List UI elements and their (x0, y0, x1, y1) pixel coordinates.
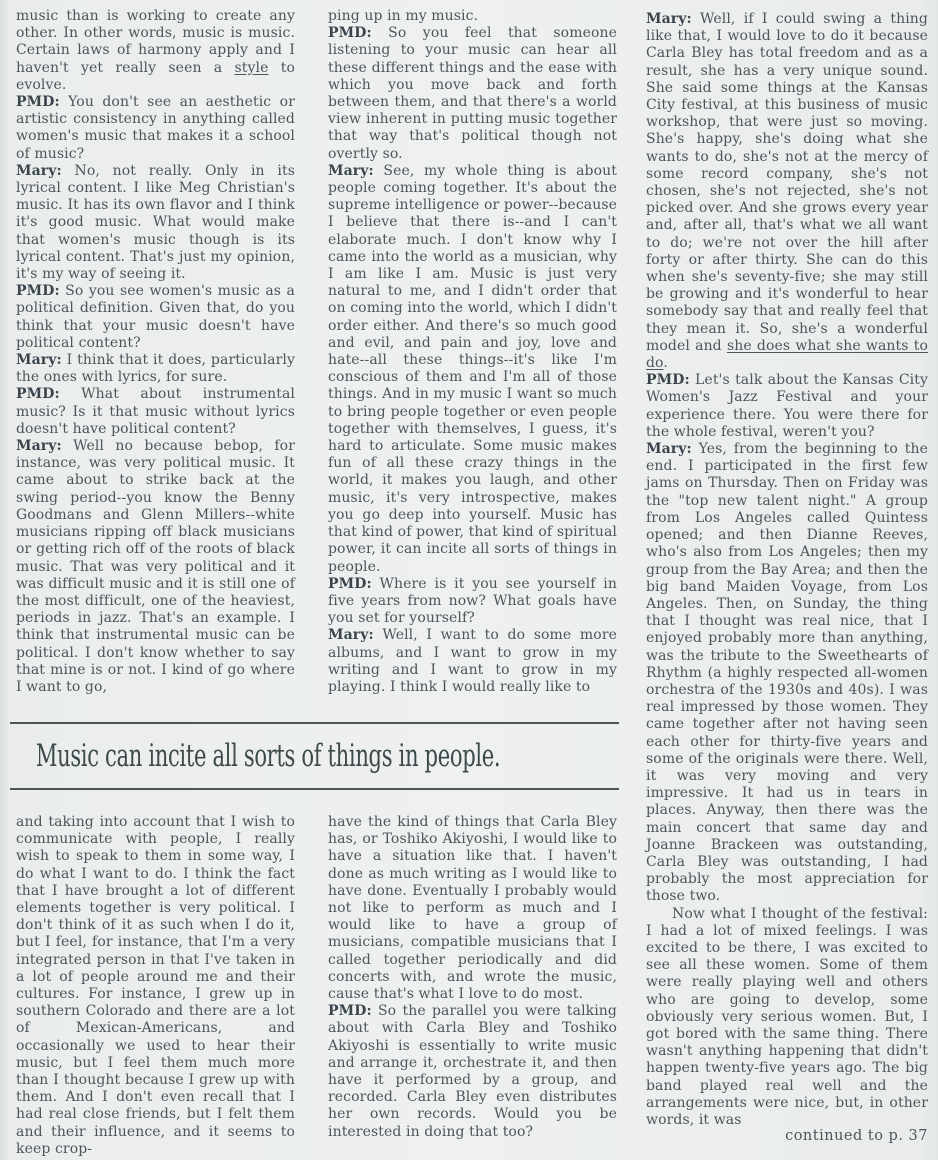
pull-quote-band (10, 722, 619, 790)
body-text: Let's talk about the Kansas City Women's Jazz Festival and your experience there. You were there for the whole festival, weren't you? (646, 372, 928, 440)
column-2-top-text (328, 8, 617, 714)
body-text: No, not really. Only in its lyrical content. I like Meg Christian's music. It has its own flavor and I think it's good music. What would make that women's music though is its lyrical content. That's just my opinion, it's my way of seeing it. (16, 162, 295, 283)
body-text: to evolve. (16, 59, 296, 93)
paragraph (646, 11, 928, 372)
body-text: and taking into account that I wish to communicate with people, I really wish to speak to them in some way, I do what I want to do. I think the fact that I have brought a lot of different elements together is very political. I don't think of it as such when I do it, but I feel, for instance, that I'm a very integrated person in that I've taken in a lot of people around me and their cultures. For instance, I grew up in southern Colorado and there are a lot of Mexican-Americans, and occasionally we used to hear their music, but I feel them much more than I thought because I grew up with them. And I don't even recall that I had real close friends, but I felt them and their influence, and it seems to keep crop- (16, 814, 295, 1157)
body-text: Where is it you see yourself in five years from now? What goals have you set for yourself? (328, 575, 617, 627)
speaker-label: Mary: (16, 162, 62, 179)
paragraph (646, 906, 928, 1130)
body-text: What about instrumental music? Is it that music without lyrics doesn't have political content? (16, 386, 295, 437)
body-text: So the parallel you were talking about with Carla Bley and Toshiko Akiyoshi is essentially to write music and arrange it, orchestrate it, and then have it performed by a group, and recorded. Carla Bley even distributes her own records. Would you be interested in doing that too? (328, 1003, 617, 1140)
body-text: Well, if I could swing a thing like that, I would love to do it because Carla Bley has total freedom and as a result, she has a very unique sound. She said some things at the Kansas City festival, at this business of music workshop, that were just so moving. She's happy, she's doing what she wants to do, she's not at the mercy of some record company, she's not chosen, she's not rejected, she's not picked over. And she grows every year and, after all, that's what we all want to do; we're not over the hill after forty or after thirty. She can do this when she's seventy-five; she may still be growing and it's wonderful to hear somebody say that and really feel that they mean it. So, she's a wonderful model and (646, 11, 928, 354)
speaker-label: PMD: (16, 94, 60, 111)
pull-quote-text: Music can incite all sorts of things in people. (35, 738, 501, 774)
column-1-top-text (16, 8, 295, 714)
paragraph (328, 814, 617, 1003)
speaker-label: PMD: (16, 386, 60, 403)
body-text: I think that it does, particularly the ones with lyrics, for sure. (16, 352, 295, 386)
body-text: music than is working to create any other. In other words, music is music. Certain laws of harmony apply and I haven't yet really seen a (16, 8, 295, 76)
body-text: So you see women's music as a political definition. Given that, do you think that your music doesn't have political content? (16, 283, 295, 351)
column-3-text (646, 11, 928, 1128)
paragraph (328, 627, 617, 696)
speaker-label: Mary: (646, 441, 692, 458)
body-text: . (663, 355, 668, 372)
paragraph (328, 25, 617, 163)
paragraph (16, 386, 295, 438)
underlined-text: style (234, 59, 269, 76)
body-text: ping up in my music. (328, 8, 479, 24)
body-text: Well, I want to do some more albums, and I want to grow in my writing and I want to grow in my playing. I think I would really like to (328, 627, 617, 695)
continued-to-page-note: continued to p. 37 (785, 1128, 928, 1144)
speaker-label: PMD: (328, 575, 372, 592)
paragraph (16, 94, 295, 163)
paragraph (16, 352, 295, 386)
paragraph (16, 283, 295, 352)
speaker-label: Mary: (328, 162, 374, 179)
paragraph (16, 163, 295, 283)
speaker-label: Mary: (328, 627, 374, 644)
underlined-text: she does what she wants to do (646, 337, 928, 372)
speaker-label: PMD: (16, 283, 60, 300)
column-2-bottom-text (328, 814, 617, 1158)
body-text: have the kind of things that Carla Bley has, or Toshiko Akiyoshi, I would like to have a situation like that. I haven't done as much writing as I would like to have done. Eventually I probably would not like to perform as much and I would like to have a group of musicians, compatible musicians that I called together periodically and did concerts with, and wrote the music, cause that's what I love to do most. (328, 814, 617, 1003)
paragraph (16, 8, 295, 94)
body-text: Now what I thought of the festival: I had a lot of mixed feelings. I was excited to be there, I was excited to see all these women. Some of them were really playing well and others who are going to develop, some obviously very serious women. But, I got bored with the same thing. There wasn't anything happening that didn't happen twenty-five years ago. The big band played real well and the arrangements were nice, but, in other words, it was (646, 905, 928, 1128)
speaker-label: Mary: (16, 352, 62, 369)
paragraph (646, 372, 928, 441)
paragraph (328, 163, 617, 576)
paragraph (328, 8, 617, 25)
paragraph (328, 1003, 617, 1141)
body-text: You don't see an aesthetic or artistic consistency in anything called women's music that makes it a school of music? (16, 94, 295, 162)
speaker-label: PMD: (328, 1003, 372, 1020)
paragraph (328, 576, 617, 628)
body-text: Well no because bebop, for instance, was very political music. It came about to strike back at the swing period--you know the Benny Goodmans and Glenn Millers--white musicians ripping off black musicians or getting rich off of the roots of black music. That was very political and it was difficult music and it is still one of the most difficult, one of the heaviest, periods in jazz. That's an example. I think that instrumental music can be political. I don't know whether to say that mine is or not. I kind of go where I want to go, (16, 438, 295, 695)
paragraph (16, 814, 295, 1158)
paragraph (646, 441, 928, 905)
speaker-label: PMD: (328, 25, 372, 42)
speaker-label: PMD: (646, 372, 690, 389)
body-text: Yes, from the beginning to the end. I participated in the first few jams on Thursday. Then on Friday was the "top new talent night." A group from Los Angeles called Quintess opened; and then Dianne Reeves, who's also from Los Angeles; then my group from the Bay Area; and then the big band Maiden Voyage, from Los Angeles. Then, on Sunday, the thing that I thought was real nice, that I enjoyed probably more than anything, was the tribute to the Sweethearts of Rhythm (a highly respected all-women orchestra of the 1930s and 40s). I was real impressed by those women. They came together after not having seen each other for thirty-five years and some of the originals were there. Well, it was very moving and very impressive. It had us in tears in places. Anyway, then there was the main concert that same day and Joanne Brackeen was outstanding, Carla Bley was outstanding, I had probably the most appreciation for those two. (646, 441, 928, 905)
body-text: So you feel that someone listening to your music can hear all these different things and the ease with which you move back and forth between them, and that there's a world view inherent in putting music together that way that's political though not overtly so. (328, 25, 617, 162)
paragraph (16, 438, 295, 696)
speaker-label: Mary: (16, 438, 62, 455)
column-1-bottom-text (16, 814, 295, 1158)
body-text: See, my whole thing is about people coming together. It's about the supreme intelligence or power--because I believe that there is--and I can't elaborate much. I don't know why I came into the world as a musician, why I am like I am. Music is just very natural to me, and I didn't order that on coming into the world, which I didn't order either. And there's so much good and evil, and pain and joy, love and hate--all these things--it's like I'm conscious of them and I'm all of those things. And in my music I want so much to bring people together or even people together with themselves, I guess, it's hard to articulate. Some music makes fun of all these crazy things in the world, it makes you laugh, and other music, it's very introspective, makes you go deep into yourself. Music has that kind of power, that kind of spiritual power, it can incite all sorts of things in people. (328, 162, 617, 575)
speaker-label: Mary: (646, 11, 692, 27)
